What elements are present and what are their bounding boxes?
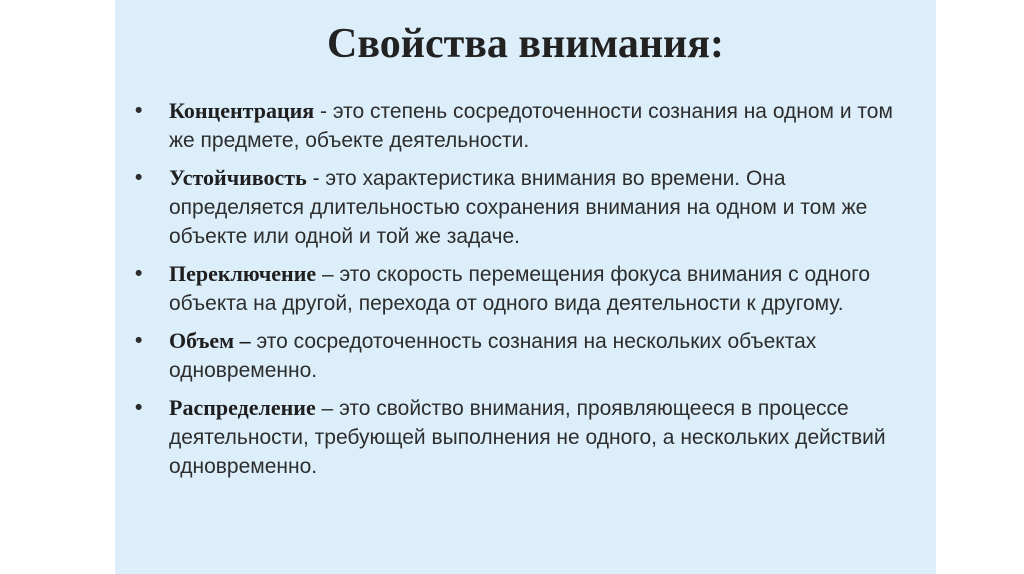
list-item-stability bbox=[131, 163, 911, 251]
term: Объем – bbox=[169, 328, 251, 353]
bullet-icon: • bbox=[135, 166, 143, 189]
properties-list bbox=[131, 96, 911, 489]
separator: - bbox=[314, 100, 333, 123]
definition: это свойство внимания, проявляющееся в процессе деятельности, требующей выполнения не одного, а нескольких действий одновременно. bbox=[169, 397, 886, 478]
list-item-volume bbox=[131, 326, 911, 385]
term: Устойчивость bbox=[169, 165, 307, 190]
definition: это степень сосредоточенности сознания на одном и том же предмете, объекте деятельности. bbox=[169, 100, 893, 152]
slide-title: Свойства внимания: bbox=[327, 21, 724, 67]
term: Переключение bbox=[169, 261, 317, 286]
slide bbox=[115, 0, 936, 574]
bullet-icon: • bbox=[135, 99, 143, 122]
list-item-concentration bbox=[131, 96, 911, 155]
term: Распределение bbox=[169, 395, 316, 420]
definition: это скорость перемещения фокуса внимания с одного объекта на другой, перехода от одного вида деятельности к другому. bbox=[169, 263, 871, 315]
list-item-switching bbox=[131, 259, 911, 318]
definition: это сосредоточенность сознания на нескольких объектах одновременно. bbox=[169, 330, 817, 382]
separator: - bbox=[306, 167, 326, 190]
definition: это характеристика внимания во времени. Она определяется длительностью сохранения внимания на одном и том же объекте или одной и той же задаче. bbox=[169, 167, 868, 248]
bullet-icon: • bbox=[135, 396, 143, 419]
separator: – bbox=[316, 263, 340, 286]
term: Концентрация bbox=[169, 98, 315, 123]
bullet-icon: • bbox=[135, 262, 143, 285]
list-item-distribution bbox=[131, 393, 911, 481]
bullet-icon: • bbox=[135, 329, 143, 352]
separator: – bbox=[315, 397, 340, 420]
